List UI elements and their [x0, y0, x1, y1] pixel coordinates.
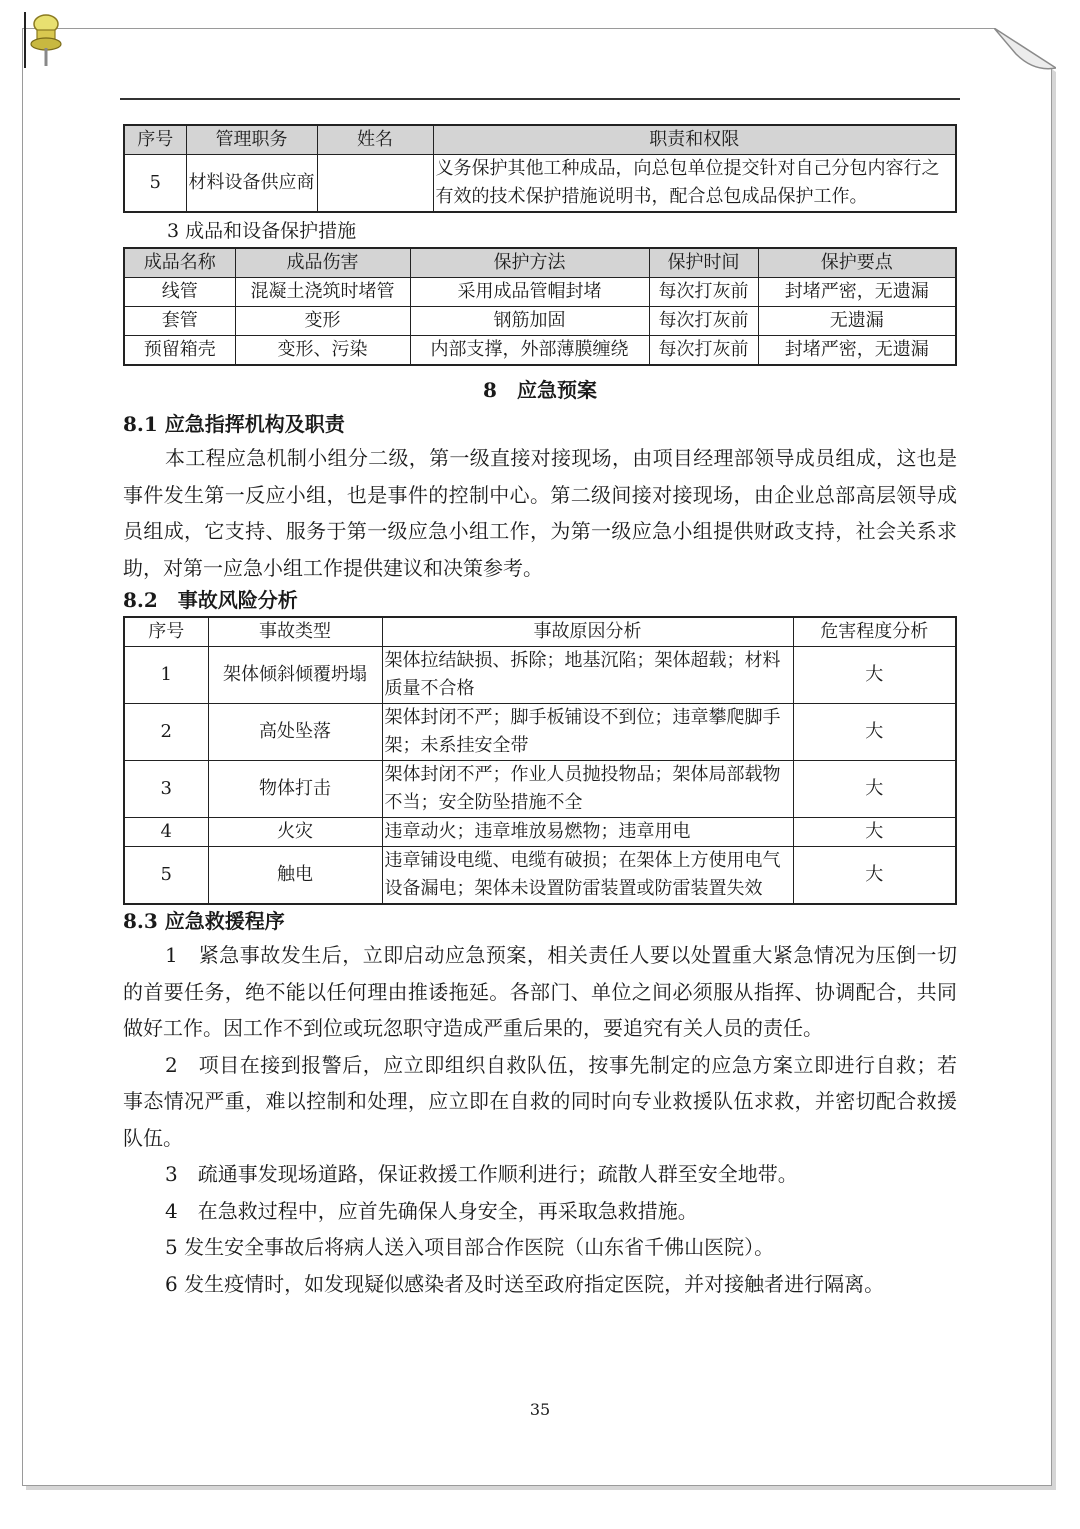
- table-cell: 违章动火；违章堆放易燃物；违章用电: [382, 818, 793, 847]
- header-rule: [120, 98, 960, 100]
- table-cell: 每次打灰前: [649, 336, 758, 366]
- table-cell: 变形、污染: [235, 336, 410, 366]
- table-header-row: [124, 125, 956, 155]
- table-cell: [317, 155, 433, 213]
- paragraph: 本工程应急机制小组分二级，第一级直接对接现场，由项目经理部领导成员组成，这也是事件发生第一反应小组，也是事件的控制中心。第二级间接对接现场，由企业总部高层领导成员组成，它支持、服务于第一级应急小组工作，为第一级应急小组提供财政支持，社会关系求助，对第一应急小组工作提供建议和决策参考。: [123, 446, 957, 580]
- table-cell: 混凝土浇筑时堵管: [235, 278, 410, 307]
- table-cell: 采用成品管帽封堵: [410, 278, 649, 307]
- table-cell: 违章铺设电缆、电缆有破损；在架体上方使用电气设备漏电；架体未设置防雷装置或防雷装置失效: [382, 847, 793, 905]
- table-cell: 架体倾斜倾覆坍塌: [208, 647, 382, 704]
- procedure-item: 3 疏通事发现场道路，保证救援工作顺利进行；疏散人群至安全地带。: [165, 1162, 798, 1186]
- table-cell: 5: [124, 155, 186, 213]
- table-cell: 义务保护其他工种成品，向总包单位提交针对自己分包内容行之有效的技术保护措施说明书，配合总包成品保护工作。: [433, 155, 956, 213]
- table-cell: 架体封闭不严；作业人员抛投物品；架体局部载物不当；安全防坠措施不全: [382, 761, 793, 818]
- risk-analysis-table: [123, 616, 957, 905]
- table-header-cell: 保护时间: [649, 248, 758, 278]
- pushpin-icon: [20, 10, 64, 72]
- table-row: [124, 818, 956, 847]
- table-cell: 1: [124, 647, 208, 704]
- table-header-cell: 危害程度分析: [793, 617, 956, 647]
- table-header-cell: 成品名称: [124, 248, 235, 278]
- table-row: [124, 761, 956, 818]
- page-curl-icon: [994, 28, 1056, 72]
- table-header-cell: 序号: [124, 617, 208, 647]
- table-header-row: [124, 248, 956, 278]
- table-cell: 内部支撑，外部薄膜缠绕: [410, 336, 649, 366]
- table-cell: 封堵严密，无遗漏: [758, 278, 956, 307]
- table-header-cell: 保护要点: [758, 248, 956, 278]
- table-cell: 触电: [208, 847, 382, 905]
- table-cell: 每次打灰前: [649, 307, 758, 336]
- table-cell: 大: [793, 704, 956, 761]
- table-cell: 变形: [235, 307, 410, 336]
- page-number: 35: [529, 1400, 551, 1419]
- table-cell: 线管: [124, 278, 235, 307]
- table-row: [124, 847, 956, 905]
- table-cell: 封堵严密，无遗漏: [758, 336, 956, 366]
- table-row: [124, 336, 956, 366]
- table-row: [124, 704, 956, 761]
- table-header-cell: 管理职务: [186, 125, 317, 155]
- procedure-item: 5 发生安全事故后将病人送入项目部合作医院（山东省千佛山医院）。: [165, 1235, 775, 1259]
- protection-subheading: 3 成品和设备保护措施: [167, 220, 357, 242]
- table-cell: 每次打灰前: [649, 278, 758, 307]
- table-cell: 架体拉结缺损、拆除；地基沉陷；架体超载；材料质量不合格: [382, 647, 793, 704]
- table-cell: 4: [124, 818, 208, 847]
- table-row: [124, 278, 956, 307]
- table-header-cell: 序号: [124, 125, 186, 155]
- procedure-item: 2 项目在接到报警后，应立即组织自救队伍，按事先制定的应急方案立即进行自救；若事态情况严重，难以控制和处理，应立即在自救的同时向专业救援队伍求救，并密切配合救援队伍。: [123, 1052, 957, 1150]
- table-row: [124, 307, 956, 336]
- table-header-cell: 职责和权限: [433, 125, 956, 155]
- table-cell: 大: [793, 847, 956, 905]
- table-header-cell: 保护方法: [410, 248, 649, 278]
- page-content: [123, 124, 957, 1302]
- section-title: 8 应急预案: [483, 378, 597, 402]
- section-heading-8-2: 8.2 事故风险分析: [123, 588, 298, 612]
- table-cell: 高处坠落: [208, 704, 382, 761]
- table-header-cell: 事故类型: [208, 617, 382, 647]
- table-cell: 预留箱壳: [124, 336, 235, 366]
- table-cell: 火灾: [208, 818, 382, 847]
- table-cell: 3: [124, 761, 208, 818]
- table-header-row: [124, 617, 956, 647]
- table-header-cell: 成品伤害: [235, 248, 410, 278]
- table-cell: 套管: [124, 307, 235, 336]
- table-header-cell: 事故原因分析: [382, 617, 793, 647]
- table-cell: 物体打击: [208, 761, 382, 818]
- table-cell: 无遗漏: [758, 307, 956, 336]
- procedure-item: 4 在急救过程中，应首先确保人身安全，再采取急救措施。: [165, 1198, 698, 1223]
- table-header-cell: 姓名: [317, 125, 433, 155]
- procedure-item: 1 紧急事故发生后，立即启动应急预案，相关责任人要以处置重大紧急情况为压倒一切的首要任务，绝不能以任何理由推诿拖延。各部门、单位之间必须服从指挥、协调配合，共同做好工作。因工作不到位或玩忽职守造成严重后果的，要追究有关人员的责任。: [123, 943, 957, 1040]
- section-heading-8-3: 8.3 应急救援程序: [123, 909, 285, 933]
- table-cell: 材料设备供应商: [186, 155, 317, 213]
- table-cell: 大: [793, 647, 956, 704]
- procedure-item: 6 发生疫情时，如发现疑似感染者及时送至政府指定医院，并对接触者进行隔离。: [165, 1271, 885, 1296]
- section-heading-8-1: 8.1 应急指挥机构及职责: [123, 412, 345, 436]
- table-cell: 大: [793, 761, 956, 818]
- protection-table: [123, 247, 957, 366]
- table-cell: 2: [124, 704, 208, 761]
- roles-table: [123, 124, 957, 213]
- table-row: [124, 155, 956, 213]
- table-cell: 5: [124, 847, 208, 905]
- table-cell: 大: [793, 818, 956, 847]
- table-cell: 架体封闭不严；脚手板铺设不到位；违章攀爬脚手架；未系挂安全带: [382, 704, 793, 761]
- table-cell: 钢筋加固: [410, 307, 649, 336]
- table-row: [124, 647, 956, 704]
